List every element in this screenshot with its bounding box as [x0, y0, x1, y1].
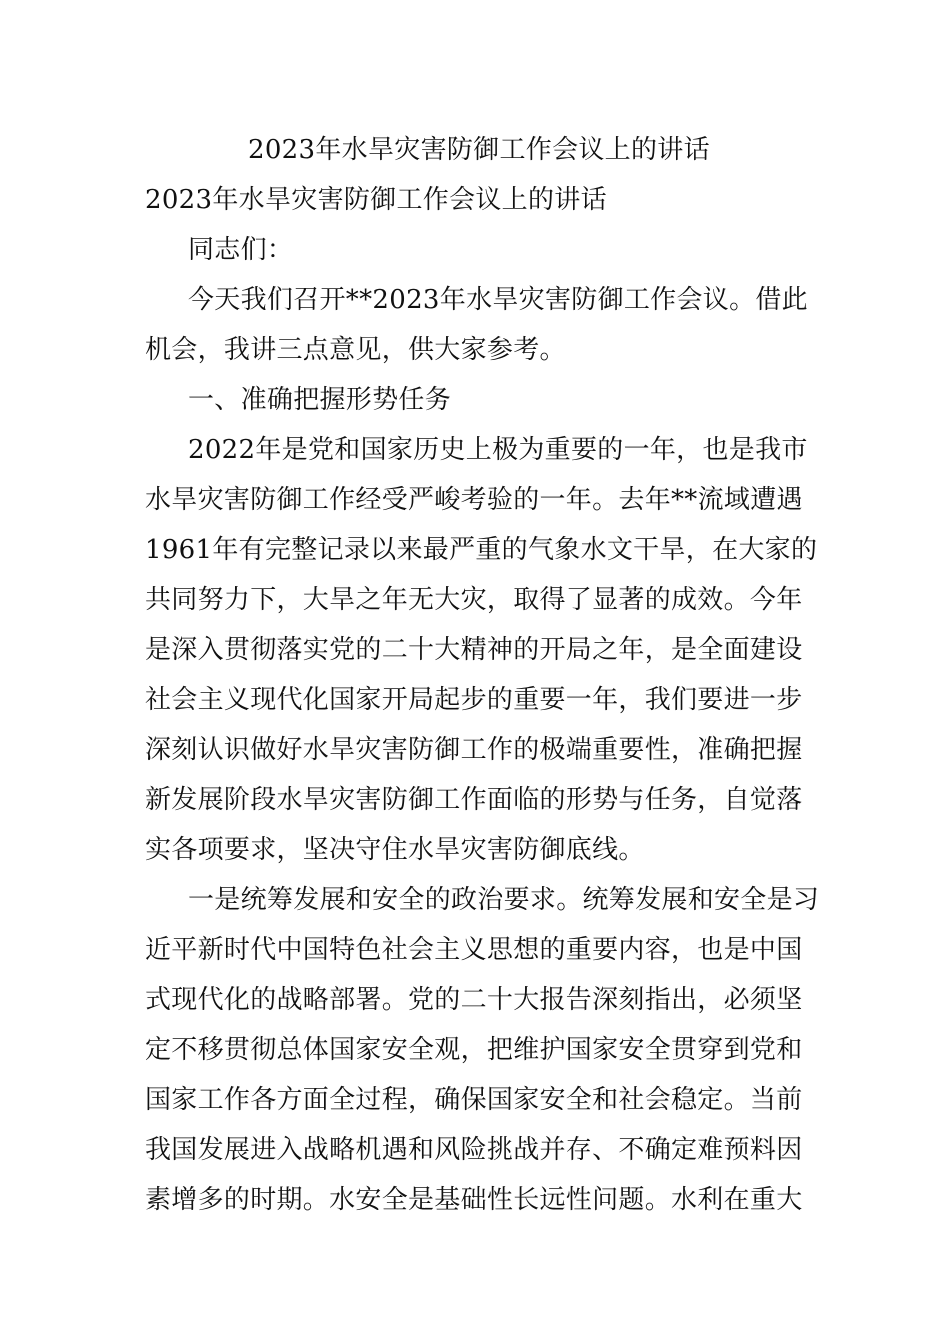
- body-line: 深刻认识做好水旱灾害防御工作的极端重要性，准确把握: [145, 735, 803, 765]
- body-line: 素增多的时期。水安全是基础性长远性问题。水利在重大: [145, 1185, 803, 1215]
- body-line: 国家工作各方面全过程，确保国家安全和社会稳定。当前: [145, 1085, 803, 1115]
- section-heading: 一、准确把握形势任务: [188, 385, 452, 415]
- body-line: 式现代化的战略部署。党的二十大报告深刻指出，必须坚: [145, 985, 803, 1015]
- body-line: 今天我们召开**2023年水旱灾害防御工作会议。借此: [188, 285, 808, 315]
- body-line: 是深入贯彻落实党的二十大精神的开局之年，是全面建设: [145, 635, 803, 665]
- salutation: 同志们：: [188, 235, 294, 265]
- body-line: 2022年是党和国家历史上极为重要的一年，也是我市: [188, 435, 808, 465]
- body-line: 机会，我讲三点意见，供大家参考。: [145, 335, 566, 365]
- body-line: 我国发展进入战略机遇和风险挑战并存、不确定难预料因: [145, 1135, 803, 1165]
- body-line: 近平新时代中国特色社会主义思想的重要内容，也是中国: [145, 935, 803, 965]
- body-line: 实各项要求，坚决守住水旱灾害防御底线。: [145, 835, 645, 865]
- body-line: 一是统筹发展和安全的政治要求。统筹发展和安全是习: [188, 885, 820, 915]
- body-line: 共同努力下，大旱之年无大灾，取得了显著的成效。今年: [145, 585, 803, 615]
- body-line: 1961年有完整记录以来最严重的气象水文干旱，在大家的: [145, 535, 818, 565]
- body-line: 社会主义现代化国家开局起步的重要一年，我们要进一步: [145, 685, 803, 715]
- body-line: 新发展阶段水旱灾害防御工作面临的形势与任务，自觉落: [145, 785, 803, 815]
- body-line: 水旱灾害防御工作经受严峻考验的一年。去年**流域遭遇: [145, 485, 803, 515]
- document-title: 2023年水旱灾害防御工作会议上的讲话: [248, 135, 710, 165]
- document-subtitle: 2023年水旱灾害防御工作会议上的讲话: [145, 185, 607, 215]
- body-line: 定不移贯彻总体国家安全观，把维护国家安全贯穿到党和: [145, 1035, 803, 1065]
